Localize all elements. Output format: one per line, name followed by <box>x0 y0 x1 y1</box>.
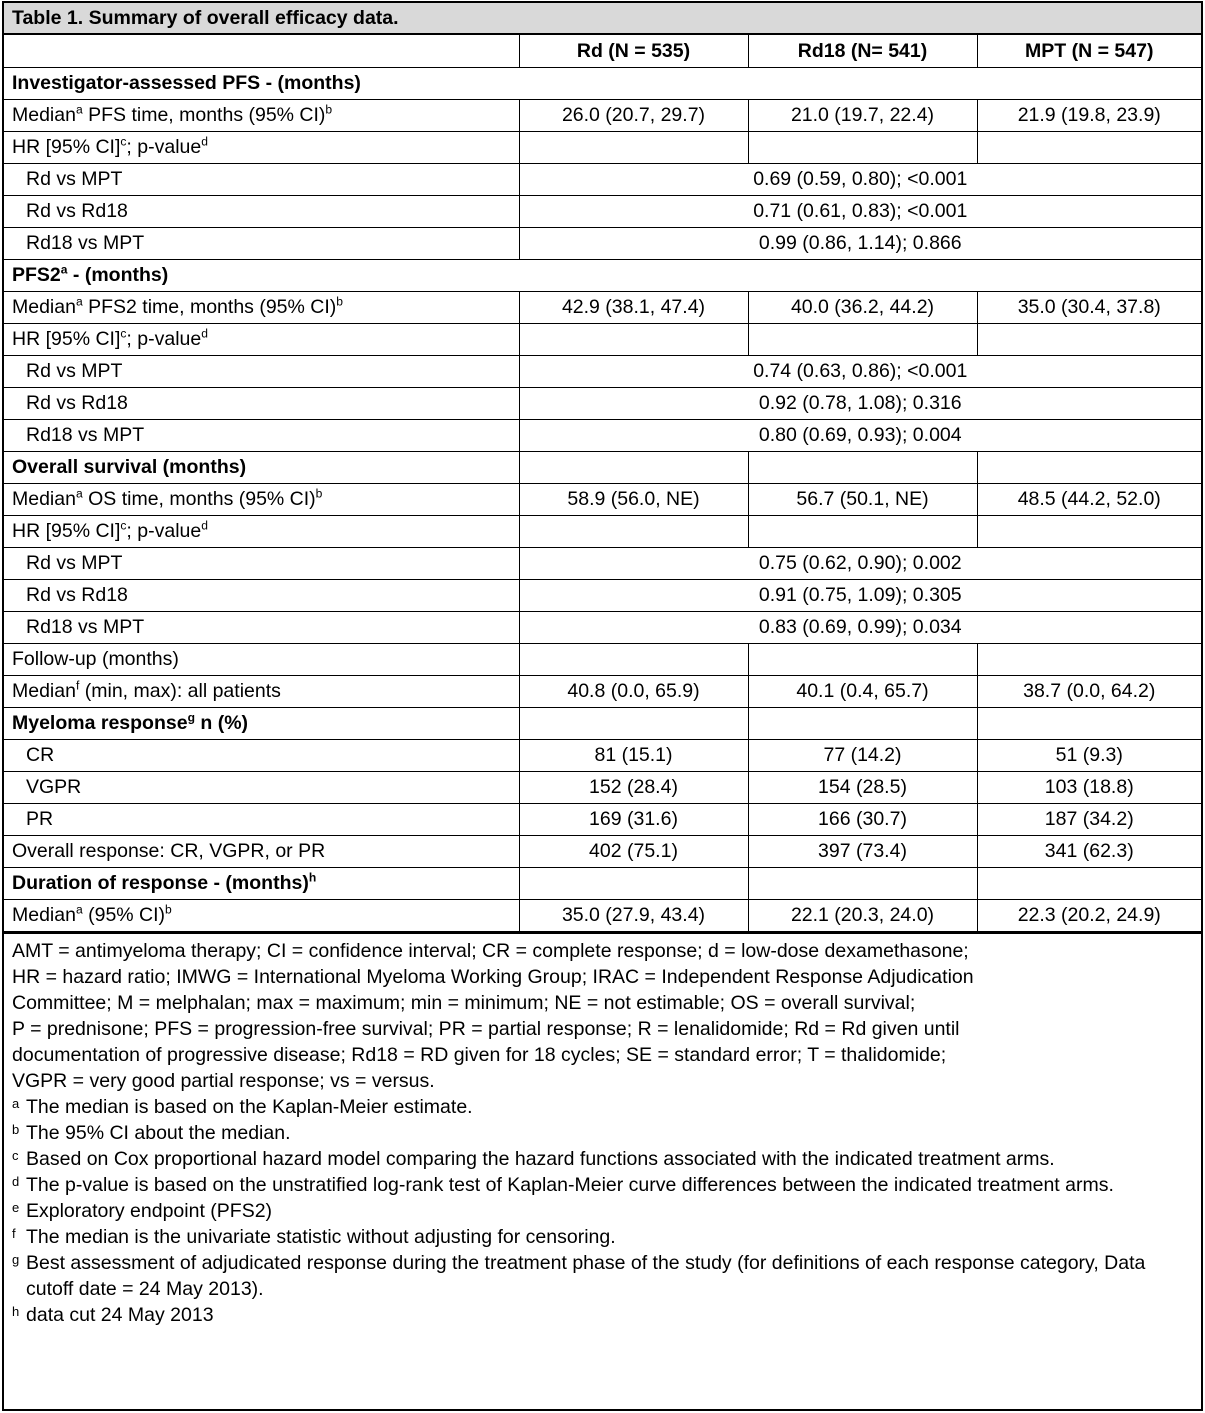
comparison-value: 0.74 (0.63, 0.86); <0.001 <box>519 355 1201 387</box>
comparison-row <box>4 579 1201 611</box>
cell-rd: 42.9 (38.1, 47.4) <box>519 291 748 323</box>
table-row <box>4 323 1201 355</box>
row-label: Median$^a$ (95% CI)$^b$ <box>4 899 519 931</box>
table-row <box>4 675 1201 707</box>
section-heading: Duration of response - (months)$^h$ <box>4 867 519 899</box>
footnote-text: Based on Cox proportional hazard model comparing the hazard functions associated with the indicated treatment arms. <box>26 1147 1055 1170</box>
footnote-text: The median is the univariate statistic without adjusting for censoring. <box>26 1225 616 1248</box>
comparison-row <box>4 547 1201 579</box>
footnote-text: The median is based on the Kaplan-Meier estimate. <box>26 1095 473 1118</box>
comparison-label: Rd vs Rd18 <box>4 195 519 227</box>
footnote-text: Best assessment of adjudicated response during the treatment phase of the study (for definitions of each response category, Data cutoff date = 24 May 2013). <box>26 1251 1146 1300</box>
comparison-label: Rd18 vs MPT <box>4 611 519 643</box>
empty-cell <box>748 131 977 163</box>
comparison-row <box>4 227 1201 259</box>
comparison-label: Rd18 vs MPT <box>4 419 519 451</box>
sections-body <box>4 67 1201 643</box>
empty-cell <box>519 131 748 163</box>
table-row <box>4 835 1201 867</box>
footnote-text: Exploratory endpoint (PFS2) <box>26 1199 273 1222</box>
comparison-value: 0.71 (0.61, 0.83); <0.001 <box>519 195 1201 227</box>
comparison-value: 0.80 (0.69, 0.93); 0.004 <box>519 419 1201 451</box>
footnote <box>12 1224 1195 1250</box>
cell-rd18: 77 (14.2) <box>748 739 977 771</box>
footnotes <box>12 1094 1195 1328</box>
table-row <box>4 291 1201 323</box>
table-row <box>4 131 1201 163</box>
footnote <box>12 1172 1195 1198</box>
efficacy-table-document <box>2 1 1203 1411</box>
row-label: Median$^a$ OS time, months (95% CI)$^b$ <box>4 483 519 515</box>
cell-mpt: 103 (18.8) <box>977 771 1201 803</box>
column-header-mpt: MPT (N = 547) <box>977 35 1201 67</box>
followup-body <box>4 643 1201 707</box>
footnote <box>12 1120 1195 1146</box>
empty-cell <box>748 515 977 547</box>
cell-rd18: 40.1 (0.4, 65.7) <box>748 675 977 707</box>
efficacy-table <box>4 35 1201 932</box>
comparison-value: 0.75 (0.62, 0.90); 0.002 <box>519 547 1201 579</box>
empty-cell <box>519 323 748 355</box>
footnote-text: The p-value is based on the unstratified log-rank test of Kaplan-Meier curve differences between the indicated treatment arms. <box>26 1173 1114 1196</box>
table-row <box>4 899 1201 931</box>
table-row <box>4 515 1201 547</box>
footnote-mark: h <box>12 1303 20 1319</box>
footnote <box>12 1250 1195 1302</box>
empty-cell <box>977 451 1201 483</box>
empty-cell <box>977 131 1201 163</box>
cell-rd18: 21.0 (19.7, 22.4) <box>748 99 977 131</box>
row-label: CR <box>4 739 519 771</box>
row-label: Median$^a$ PFS2 time, months (95% CI)$^b$ <box>4 291 519 323</box>
column-header-rd18: Rd18 (N= 541) <box>748 35 977 67</box>
footnote-mark: b <box>12 1121 20 1137</box>
cell-rd: 152 (28.4) <box>519 771 748 803</box>
section-heading-row <box>4 643 1201 675</box>
empty-cell <box>748 323 977 355</box>
table-row <box>4 483 1201 515</box>
comparison-label: Rd vs Rd18 <box>4 579 519 611</box>
footnote <box>12 1146 1195 1172</box>
footnote-mark: e <box>12 1199 20 1215</box>
cell-rd: 402 (75.1) <box>519 835 748 867</box>
column-header-rd: Rd (N = 535) <box>519 35 748 67</box>
abbreviations: AMT = antimyeloma therapy; CI = confidence interval; CR = complete response; d = low-dose dexamethasone; HR = hazard ratio; IMWG = International Myeloma Working Group; IRAC = Independent Response Adjudication Committee; M = melphalan; max = maximum; min = minimum; NE = not estimable; OS = overall survival; P = prednisone; PFS = progression-free survival; PR = partial response; R = lenalidomide; Rd = Rd given until documentation of progressive disease; Rd18 = RD given for 18 cycles; SE = standard error; T = thalidomide; VGPR = very good partial response; vs = versus. <box>12 939 974 1092</box>
row-label: VGPR <box>4 771 519 803</box>
row-label: HR [95% CI]$^c$; p-value$^d$ <box>4 131 519 163</box>
comparison-label: Rd vs MPT <box>4 355 519 387</box>
cell-rd: 58.9 (56.0, NE) <box>519 483 748 515</box>
empty-cell <box>977 515 1201 547</box>
cell-rd: 169 (31.6) <box>519 803 748 835</box>
comparison-row <box>4 355 1201 387</box>
footnote <box>12 1198 1195 1224</box>
comparison-row <box>4 195 1201 227</box>
row-label: PR <box>4 803 519 835</box>
footnote <box>12 1302 1195 1328</box>
comparison-label: Rd vs Rd18 <box>4 387 519 419</box>
section-heading: PFS2$^a$ - (months) <box>4 259 1201 291</box>
footnote-mark: a <box>12 1095 20 1111</box>
row-label: HR [95% CI]$^c$; p-value$^d$ <box>4 515 519 547</box>
section-heading: Myeloma response$^g$ n (%) <box>4 707 519 739</box>
section-heading: Follow-up (months) <box>4 643 519 675</box>
comparison-value: 0.83 (0.69, 0.99); 0.034 <box>519 611 1201 643</box>
cell-rd: 35.0 (27.9, 43.4) <box>519 899 748 931</box>
table-notes <box>4 932 1201 1328</box>
cell-rd: 81 (15.1) <box>519 739 748 771</box>
section-heading-row <box>4 259 1201 291</box>
section-heading: Investigator-assessed PFS - (months) <box>4 67 1201 99</box>
column-header-row <box>4 35 1201 67</box>
row-label: Overall response: CR, VGPR, or PR <box>4 835 519 867</box>
table-row <box>4 99 1201 131</box>
duration-body <box>4 867 1201 931</box>
cell-rd: 26.0 (20.7, 29.7) <box>519 99 748 131</box>
section-heading: Overall survival (months) <box>4 451 519 483</box>
cell-rd18: 22.1 (20.3, 24.0) <box>748 899 977 931</box>
comparison-row <box>4 163 1201 195</box>
footnote-mark: d <box>12 1173 20 1189</box>
cell-mpt: 48.5 (44.2, 52.0) <box>977 483 1201 515</box>
empty-cell <box>748 451 977 483</box>
table-row <box>4 771 1201 803</box>
section-heading-row <box>4 867 1201 899</box>
comparison-label: Rd18 vs MPT <box>4 227 519 259</box>
cell-rd18: 154 (28.5) <box>748 771 977 803</box>
empty-cell <box>519 515 748 547</box>
section-heading-row <box>4 707 1201 739</box>
table-row <box>4 803 1201 835</box>
header-empty-cell <box>4 35 519 67</box>
cell-mpt: 38.7 (0.0, 64.2) <box>977 675 1201 707</box>
row-label: Median$^a$ PFS time, months (95% CI)$^b$ <box>4 99 519 131</box>
cell-rd18: 397 (73.4) <box>748 835 977 867</box>
row-label: HR [95% CI]$^c$; p-value$^d$ <box>4 323 519 355</box>
cell-mpt: 187 (34.2) <box>977 803 1201 835</box>
cell-mpt: 21.9 (19.8, 23.9) <box>977 99 1201 131</box>
cell-rd18: 56.7 (50.1, NE) <box>748 483 977 515</box>
row-label: Median$^f$ (min, max): all patients <box>4 675 519 707</box>
comparison-value: 0.99 (0.86, 1.14); 0.866 <box>519 227 1201 259</box>
cell-mpt: 22.3 (20.2, 24.9) <box>977 899 1201 931</box>
cell-mpt: 341 (62.3) <box>977 835 1201 867</box>
table-row <box>4 739 1201 771</box>
comparison-value: 0.69 (0.59, 0.80); <0.001 <box>519 163 1201 195</box>
footnote-text: data cut 24 May 2013 <box>26 1303 214 1326</box>
empty-cell <box>977 323 1201 355</box>
comparison-value: 0.92 (0.78, 1.08); 0.316 <box>519 387 1201 419</box>
response-body <box>4 707 1201 867</box>
cell-mpt: 35.0 (30.4, 37.8) <box>977 291 1201 323</box>
footnote-mark: f <box>12 1225 16 1241</box>
cell-rd: 40.8 (0.0, 65.9) <box>519 675 748 707</box>
footnote-mark: g <box>12 1251 20 1267</box>
footnote-text: The 95% CI about the median. <box>26 1121 291 1144</box>
footnote-mark: c <box>12 1147 19 1163</box>
cell-rd18: 166 (30.7) <box>748 803 977 835</box>
cell-mpt: 51 (9.3) <box>977 739 1201 771</box>
comparison-label: Rd vs MPT <box>4 547 519 579</box>
empty-cell <box>519 451 748 483</box>
section-heading-row <box>4 67 1201 99</box>
footnote <box>12 1094 1195 1120</box>
comparison-label: Rd vs MPT <box>4 163 519 195</box>
comparison-value: 0.91 (0.75, 1.09); 0.305 <box>519 579 1201 611</box>
comparison-row <box>4 419 1201 451</box>
comparison-row <box>4 611 1201 643</box>
table-title: Table 1. Summary of overall efficacy data. <box>4 3 1201 35</box>
cell-rd18: 40.0 (36.2, 44.2) <box>748 291 977 323</box>
section-heading-row <box>4 451 1201 483</box>
comparison-row <box>4 387 1201 419</box>
